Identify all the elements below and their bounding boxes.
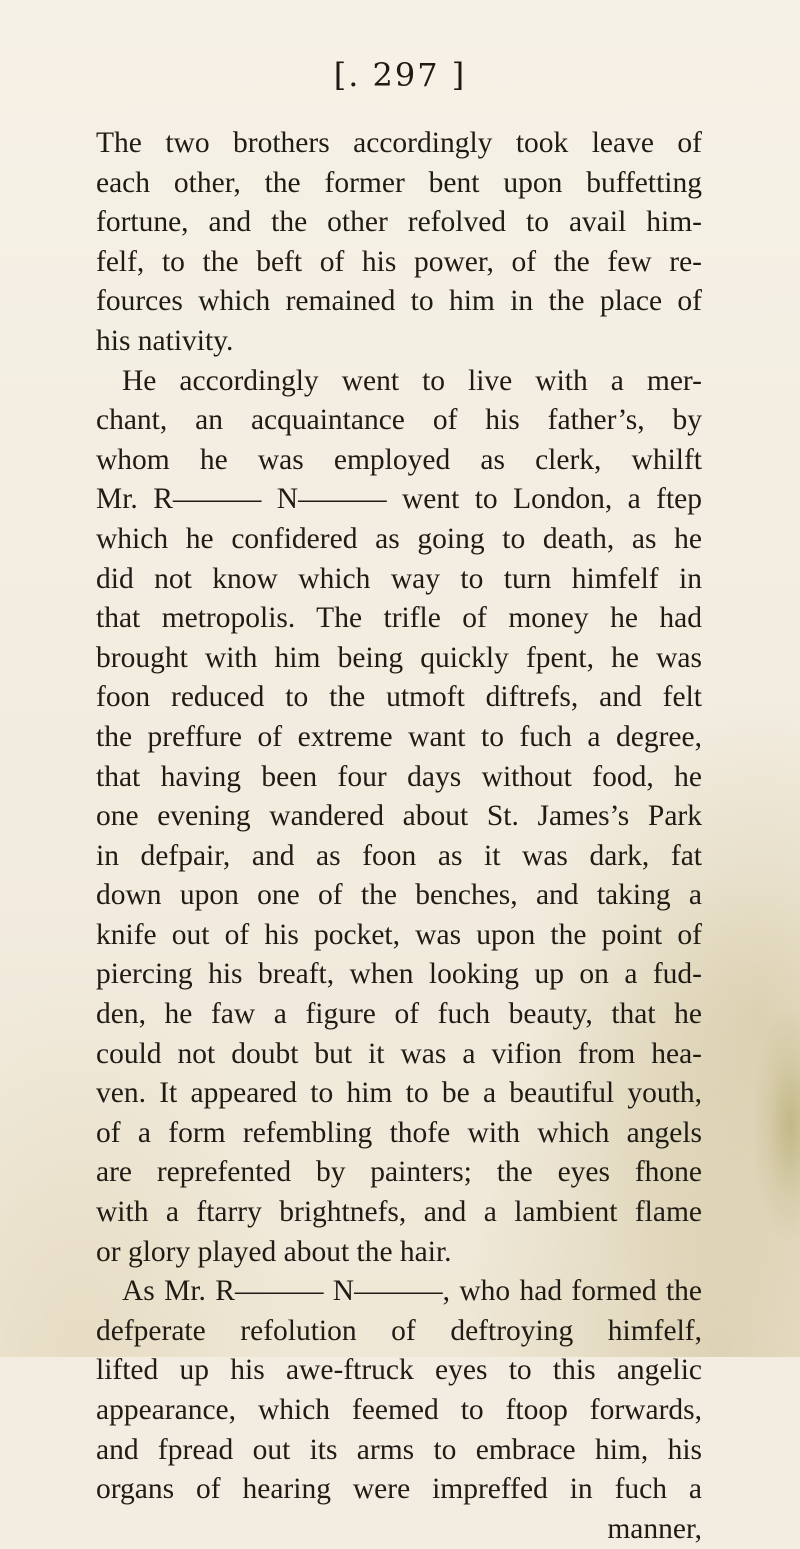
text-line: As Mr. R——— N———, who had formed the <box>122 1275 702 1308</box>
catchword: manner, <box>607 1512 702 1545</box>
text-line: fortune, and the other refolved to avail him- <box>96 206 702 239</box>
page-number-header: [. 297 ] <box>333 56 467 94</box>
text-line: fources which remained to him in the place of <box>96 285 702 318</box>
text-line: defperate refolution of deftroying himfelf, <box>96 1314 702 1347</box>
text-line: his nativity. <box>96 324 234 357</box>
text-line: foon reduced to the utmoft diftrefs, and felt <box>96 681 702 714</box>
text-line: with a ftarry brightnefs, and a lambient flame <box>96 1196 702 1229</box>
text-line: did not know which way to turn himfelf in <box>96 562 702 595</box>
text-line: He accordingly went to live with a mer- <box>122 364 702 397</box>
text-line: and fpread out its arms to embrace him, his <box>96 1433 702 1466</box>
text-line: each other, the former bent upon buffetting <box>96 166 702 199</box>
text-line: that metropolis. The trifle of money he had <box>96 602 702 635</box>
text-line: appearance, which feemed to ftoop forwards, <box>96 1394 702 1426</box>
text-line: in defpair, and as foon as it was dark, fat <box>96 839 702 872</box>
text-line: chant, an acquaintance of his father’s, by <box>96 404 702 437</box>
text-line: or glory played about the hair. <box>96 1235 452 1268</box>
text-line: one evening wandered about St. James’s Park <box>96 800 702 833</box>
text-line: knife out of his pocket, was upon the point of <box>96 918 702 951</box>
page-stain <box>754 1010 800 1240</box>
text-line: The two brothers accordingly took leave of <box>96 127 702 159</box>
text-line: ven. It appeared to him to be a beautiful youth, <box>96 1077 702 1110</box>
text-line: organs of hearing were impreffed in fuch a <box>96 1473 702 1506</box>
text-line: brought with him being quickly fpent, he was <box>96 641 702 674</box>
text-line: the preffure of extreme want to fuch a degree, <box>96 720 702 753</box>
text-line: down upon one of the benches, and taking a <box>96 879 702 912</box>
text-line: that having been four days without food, he <box>96 760 702 793</box>
text-line: piercing his breaft, when looking up on a fud- <box>96 958 702 991</box>
text-line: which he confidered as going to death, as he <box>96 522 702 555</box>
text-line: are reprefented by painters; the eyes fhone <box>96 1156 702 1189</box>
text-line: of a form refembling thofe with which angels <box>96 1116 702 1149</box>
text-line: den, he faw a figure of fuch beauty, that he <box>96 998 702 1031</box>
text-line: felf, to the beft of his power, of the few re- <box>96 245 702 278</box>
text-line: Mr. R——— N——— went to London, a ftep <box>96 483 702 516</box>
body-text <box>96 124 702 1549</box>
text-line: lifted up his awe-ftruck eyes to this angelic <box>96 1354 702 1387</box>
text-line: whom he was employed as clerk, whilft <box>96 443 702 476</box>
text-line: could not doubt but it was a vifion from hea- <box>96 1037 702 1070</box>
